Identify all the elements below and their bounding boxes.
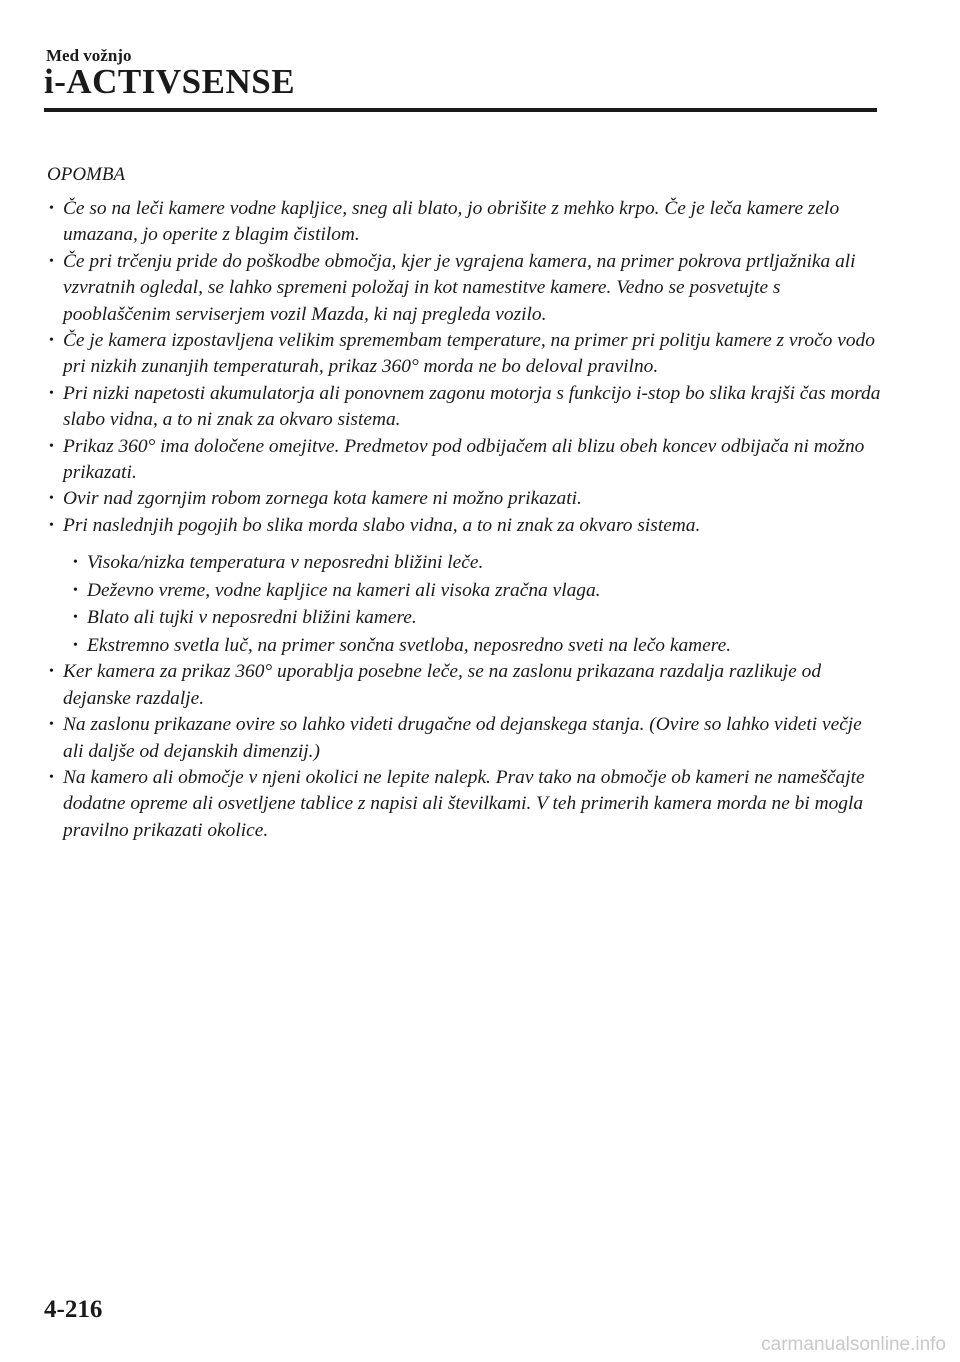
note-item-text: Na zaslonu prikazane ovire so lahko videti drugačne od dejanskega stanja. (Ovire so lahko videti večje ali daljše od dejanskih dimenzij.) <box>63 714 862 762</box>
bullet-icon: • <box>49 664 54 680</box>
note-item <box>47 328 887 381</box>
note-item <box>47 249 887 328</box>
bullet-icon: • <box>49 517 54 533</box>
note-item <box>47 381 887 434</box>
watermark: carmanualsonline.info <box>761 1334 946 1355</box>
note-subitem <box>47 577 887 605</box>
bullet-icon: • <box>49 385 54 401</box>
bullet-icon: • <box>49 769 54 785</box>
note-item-text: Visoka/nizka temperatura v neposredni bližini leče. <box>87 552 484 574</box>
note-item <box>47 765 887 844</box>
note-item <box>47 196 887 249</box>
note-item <box>47 486 887 512</box>
note-item <box>47 712 887 765</box>
section-label: Med vožnjo <box>46 46 132 65</box>
title-divider <box>44 108 877 112</box>
bullet-icon: • <box>49 253 54 269</box>
note-item-text: Deževno vreme, vodne kapljice na kameri ali visoka zračna vlaga. <box>87 579 601 601</box>
note-item <box>47 513 887 539</box>
page-title: i-ACTIVSENSE <box>44 62 296 101</box>
bullet-icon: • <box>49 717 54 733</box>
note-item-text: Ovir nad zgornjim robom zornega kota kamere ni možno prikazati. <box>63 488 582 510</box>
bullet-icon: • <box>73 637 78 653</box>
page-number: 4-216 <box>44 1296 103 1323</box>
bullet-icon: • <box>49 491 54 507</box>
note-subitem <box>47 549 887 577</box>
bullet-icon: • <box>73 610 78 626</box>
bullet-icon: • <box>49 201 54 216</box>
note-heading: OPOMBA <box>47 164 126 185</box>
note-item-text: Ker kamera za prikaz 360° uporablja posebne leče, se na zaslonu prikazana razdalja razlikuje od dejanske razdalje. <box>63 661 822 709</box>
note-item-text: Ekstremno svetla luč, na primer sončna svetloba, neposredno sveti na lečo kamere. <box>87 634 732 656</box>
bullet-icon: • <box>49 333 54 349</box>
note-item-text: Če je kamera izpostavljena velikim spremembam temperature, na primer pri politju kamere z vročo vodo pri nizkih zunanjih temperaturah, prikaz 360° morda ne bo deloval pravilno. <box>63 330 875 378</box>
note-body <box>47 196 887 844</box>
bullet-icon: • <box>73 555 78 571</box>
bullet-icon: • <box>73 582 78 598</box>
note-item-text: Blato ali tujki v neposredni bližini kamere. <box>87 607 417 629</box>
note-list-before <box>47 196 887 539</box>
note-item-text: Če pri trčenju pride do poškodbe območja, kjer je vgrajena kamera, na primer pokrova prtljažnika ali vzvratnih ogledal, se lahko spremeni položaj in kot namestitve kamere. Vedno se posvetujte s pooblaščenim serviserjem vozil Mazda, ki naj pregleda vozilo. <box>63 250 856 325</box>
note-subitem <box>47 632 887 660</box>
note-item-text: Če so na leči kamere vodne kapljice, sneg ali blato, jo obrišite z mehko krpo. Če je leča kamere zelo umazana, jo operite z blagim čistilom. <box>63 198 840 246</box>
note-item <box>47 434 887 487</box>
note-item <box>47 659 887 712</box>
note-item-text: Prikaz 360° ima določene omejitve. Predmetov pod odbijačem ali blizu obeh koncev odbijača ni možno prikazati. <box>63 435 865 484</box>
note-item-text: Na kamero ali območje v njeni okolici ne lepite nalepk. Prav tako na območje ob kameri ne nameščajte dodatne opreme ali osvetljene tablice z napisi ali številkami. V teh primerih kamera morda ne bi mogla pravilno prikazati okolice. <box>63 766 865 841</box>
note-list-after <box>47 659 887 844</box>
note-sublist <box>47 549 887 659</box>
note-subitem <box>47 604 887 632</box>
note-item-text: Pri nizki napetosti akumulatorja ali ponovnem zagonu motorja s funkcijo i-stop bo slika krajši čas morda slabo vidna, a to ni znak za okvaro sistema. <box>63 382 881 431</box>
note-item-text: Pri naslednjih pogojih bo slika morda slabo vidna, a to ni znak za okvaro sistema. <box>63 514 701 536</box>
bullet-icon: • <box>49 438 54 454</box>
